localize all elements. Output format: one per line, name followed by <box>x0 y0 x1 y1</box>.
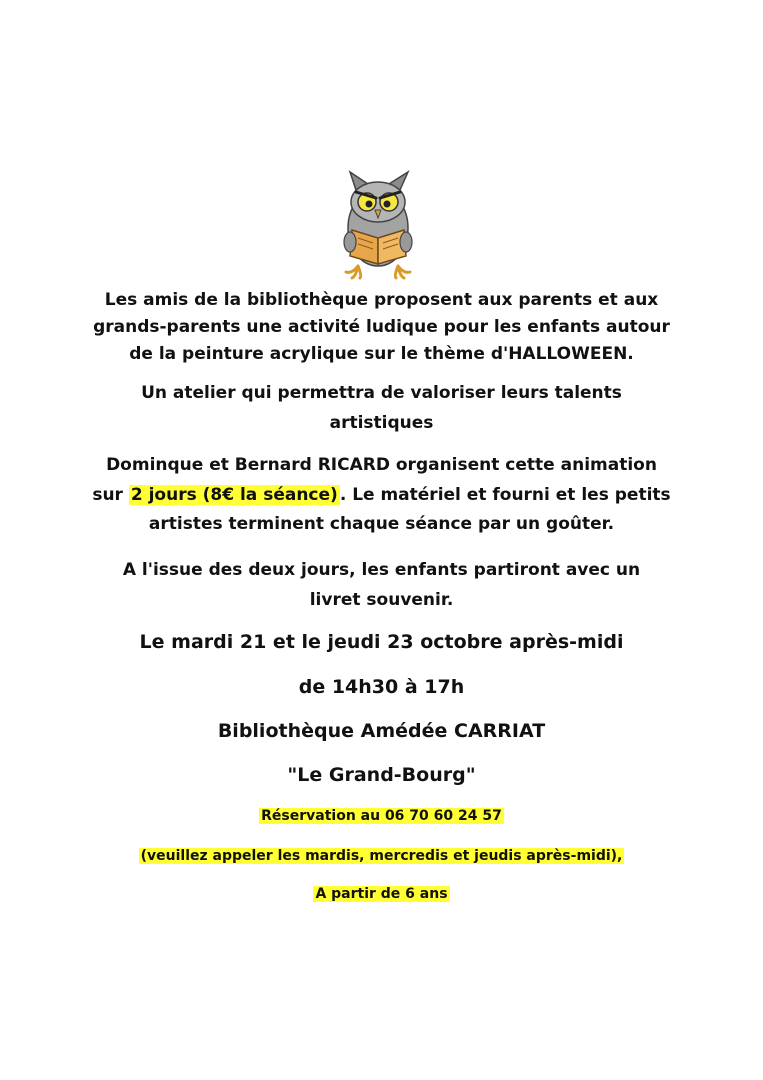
price-highlight: 2 jours (8€ la séance) <box>130 485 338 505</box>
age-requirement: A partir de 6 ans <box>315 886 448 902</box>
owl-reading-book-icon <box>328 168 428 280</box>
event-place: Bibliothèque Amédée CARRIAT <box>217 720 546 742</box>
souvenir-line-1: A l'issue des deux jours, les enfants partiront avec un <box>122 560 641 580</box>
atelier-line-1: Un atelier qui permettra de valoriser leurs talents <box>141 383 622 403</box>
souvenir-line-2: livret souvenir. <box>309 590 454 610</box>
call-note: (veuillez appeler les mardis, mercredis et jeudis après-midi), <box>140 848 623 864</box>
organisers-line-1: Dominque et Bernard RICARD organisent cette animation <box>106 455 657 475</box>
call-note-line <box>0 848 763 864</box>
event-dates: Le mardi 21 et le jeudi 23 octobre après-midi <box>139 631 624 653</box>
intro-line-2: grands-parents une activité ludique pour les enfants autour <box>93 317 670 337</box>
reservation-line <box>0 808 763 824</box>
organisers-line-3: artistes terminent chaque séance par un goûter. <box>148 514 615 534</box>
organisers-line-2-post: . Le matériel et fourni et les petits <box>339 485 671 505</box>
event-location: "Le Grand-Bourg" <box>287 764 476 786</box>
event-hours: de 14h30 à 17h <box>298 676 465 698</box>
organisers-line-2-pre: sur <box>92 485 129 505</box>
organisers-line-2 <box>0 485 763 505</box>
reservation-phone: Réservation au 06 70 60 24 57 <box>261 808 502 824</box>
intro-line-3: de la peinture acrylique sur le thème d'HALLOWEEN. <box>129 344 634 364</box>
age-line <box>0 886 763 902</box>
atelier-line-2: artistiques <box>329 413 434 433</box>
intro-line-1: Les amis de la bibliothèque proposent aux parents et aux <box>104 290 659 310</box>
